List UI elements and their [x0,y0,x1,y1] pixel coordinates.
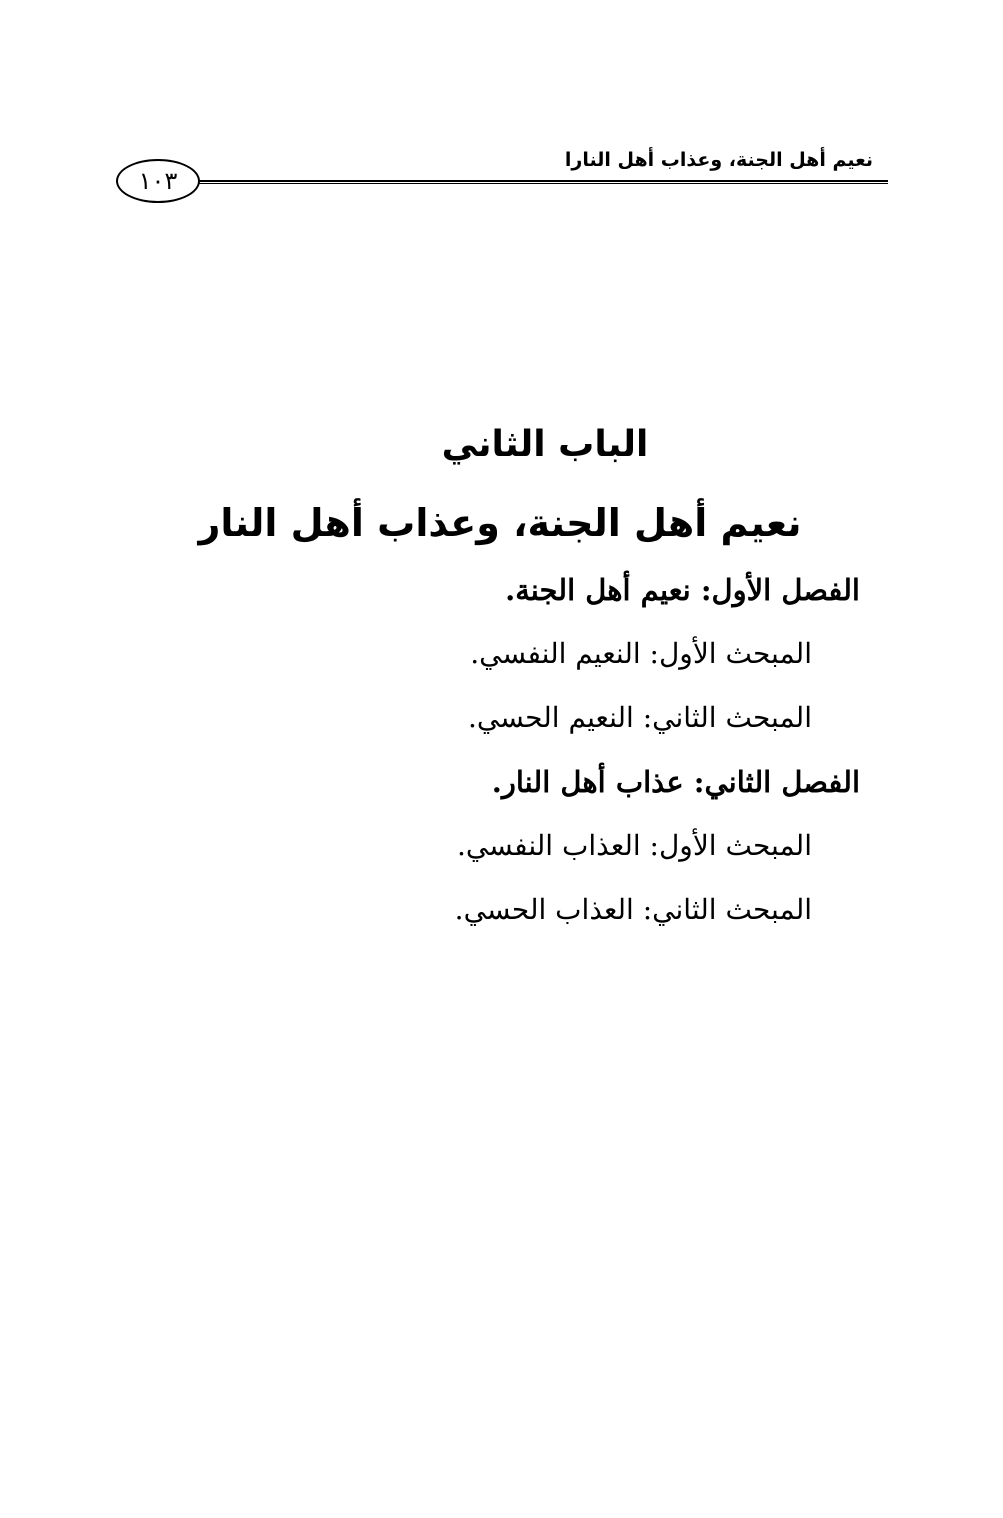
header-rule [196,180,888,184]
page-content [140,410,860,942]
chapter-1-subsection-2: المبحث الثاني: النعيم الحسي. [467,701,812,734]
chapter-2-subsection-2: المبحث الثاني: العذاب الحسي. [454,893,812,926]
chapter-2-title: الفصل الثاني: عذاب أهل النار. [491,765,860,799]
running-header-title: نعيم أهل الجنة، وعذاب أهل النارا [564,149,873,171]
part-title: الباب الثاني [441,424,649,465]
section-title: نعيم أهل الجنة، وعذاب أهل النار [198,501,802,545]
chapter-1-subsection-1: المبحث الأول: النعيم النفسي. [470,637,812,670]
chapter-2-subsection-1: المبحث الأول: العذاب النفسي. [456,829,812,862]
chapter-1-title: الفصل الأول: نعيم أهل الجنة. [505,573,860,607]
page-number: ١٠٣ [116,159,200,203]
